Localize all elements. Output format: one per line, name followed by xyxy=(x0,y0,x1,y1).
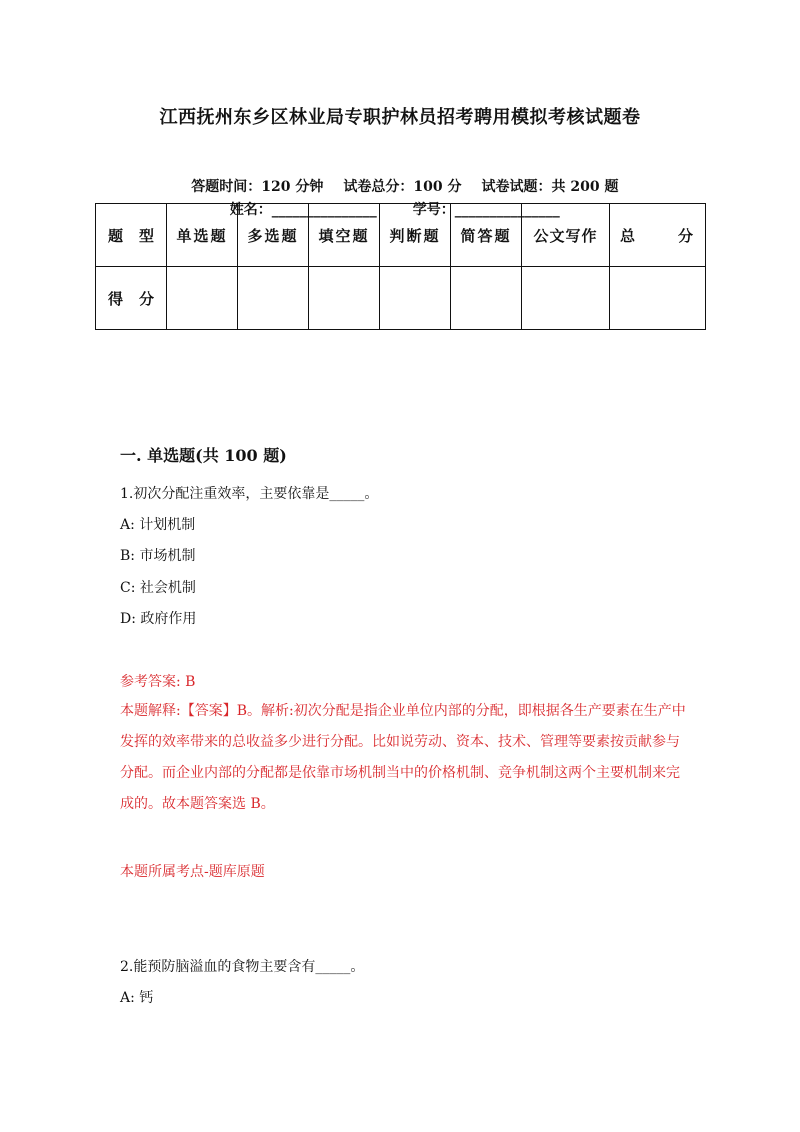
question-option: C: 社会机制 xyxy=(120,580,196,596)
type-header-cell: 题 型 xyxy=(96,204,167,267)
score-row-label: 得 分 xyxy=(96,267,167,330)
column-single-choice: 单选题 xyxy=(167,204,238,267)
document-title: 江西抚州东乡区林业局专职护林员招考聘用模拟考核试题卷 xyxy=(159,107,641,128)
score-table xyxy=(95,203,706,330)
score-cell[interactable] xyxy=(309,267,380,330)
reference-answer: 参考答案: B xyxy=(120,674,196,690)
column-fill-blank: 填空题 xyxy=(309,204,380,267)
score-cell[interactable] xyxy=(380,267,451,330)
question-option: D: 政府作用 xyxy=(120,611,197,627)
column-true-false: 判断题 xyxy=(380,204,451,267)
question-option: A: 计划机制 xyxy=(120,517,196,533)
score-cell[interactable] xyxy=(522,267,610,330)
score-cell[interactable] xyxy=(451,267,522,330)
question-option: B: 市场机制 xyxy=(120,548,196,564)
column-total: 总 分 xyxy=(610,204,706,267)
score-table-score-row xyxy=(96,267,706,330)
exam-total-questions: 试卷试题：共 200 题 xyxy=(481,179,619,195)
id-label: 学号： xyxy=(412,202,455,218)
exam-total-score: 试卷总分：100 分 xyxy=(343,179,462,195)
question-stem: 2.能预防脑溢血的食物主要含有_____。 xyxy=(120,959,365,975)
id-blank: _______________ xyxy=(454,202,560,218)
exam-time: 答题时间：120 分钟 xyxy=(191,179,324,195)
question-stem: 1.初次分配注重效率，主要依靠是_____。 xyxy=(120,486,379,502)
score-cell[interactable] xyxy=(610,267,706,330)
column-multiple-choice: 多选题 xyxy=(238,204,309,267)
question-source: 本题所属考点-题库原题 xyxy=(120,864,265,880)
column-short-answer: 简答题 xyxy=(451,204,522,267)
column-official-writing: 公文写作 xyxy=(522,204,610,267)
score-table-header-row xyxy=(96,204,706,267)
question-option: A: 钙 xyxy=(120,990,154,1006)
score-cell[interactable] xyxy=(238,267,309,330)
name-label: 姓名： xyxy=(229,202,272,218)
name-blank: _______________ xyxy=(271,202,377,218)
answer-explanation: 本题解释:【答案】B。解析:初次分配是指企业单位内部的分配，即根据各生产要素在生产中发挥的效率带来的总收益多少进行分配。比如说劳动、资本、技术、管理等要素按贡献参与分配。而企业内部的分配都是依靠市场机制当中的价格机制、竞争机制这两个主要机制来完成的。故本题答案选 B。 xyxy=(120,703,686,812)
section-title: 一. 单选题(共 100 题) xyxy=(120,446,287,465)
score-cell[interactable] xyxy=(167,267,238,330)
